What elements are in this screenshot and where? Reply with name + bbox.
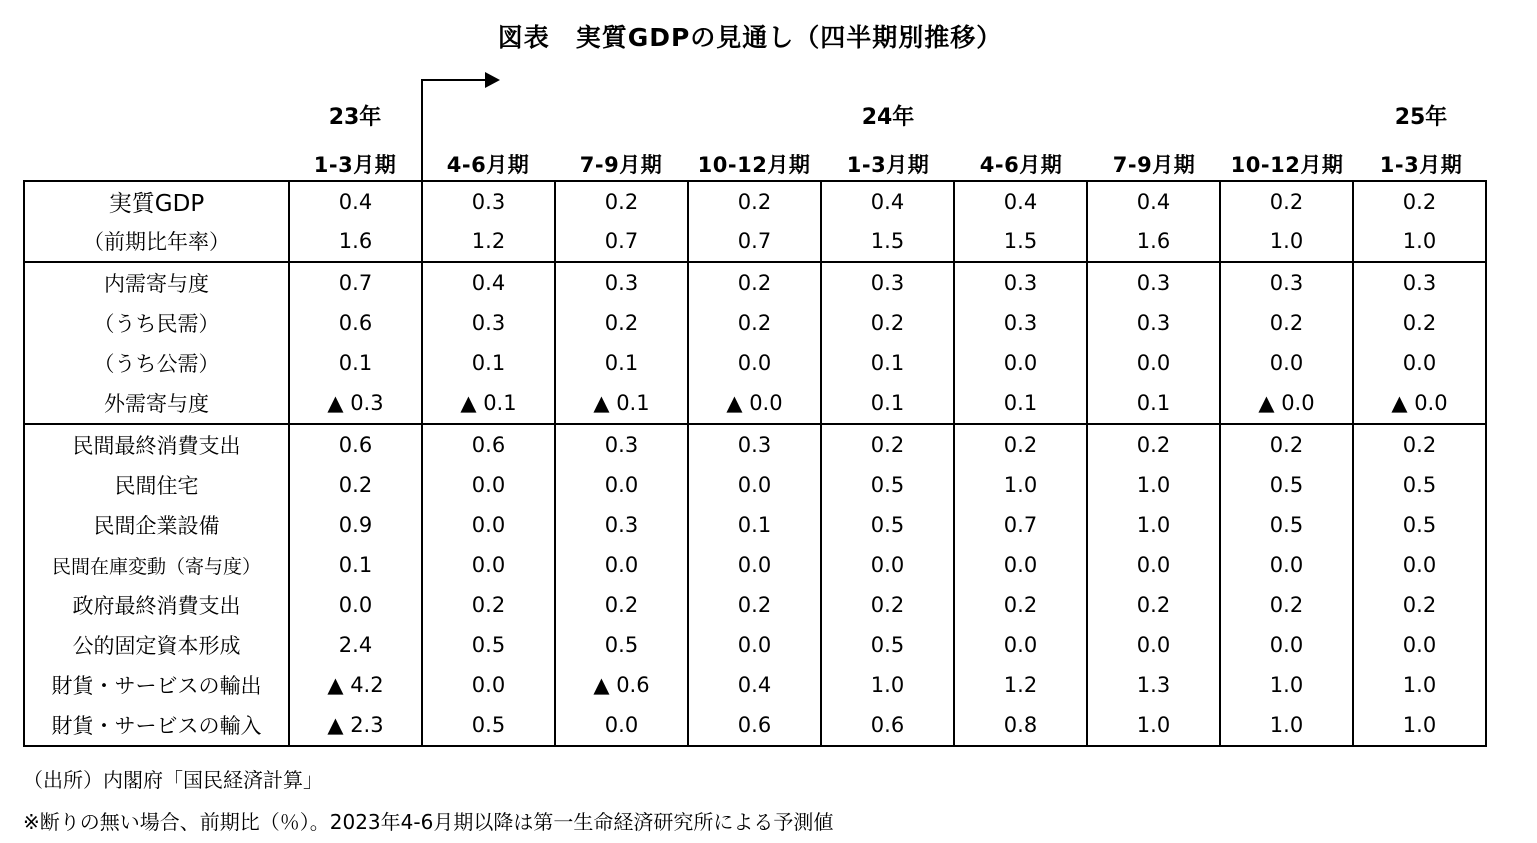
table-body — [24, 181, 1486, 746]
row-label: 民間在庫変動（寄与度） — [24, 545, 289, 585]
table-cell: 0.2 — [954, 585, 1087, 625]
table-cell: 0.3 — [422, 181, 555, 221]
table-cell: 1.0 — [1353, 705, 1486, 746]
table-cell: 1.5 — [954, 221, 1087, 262]
table-cell: ▲ 0.3 — [289, 383, 422, 424]
table-cell: 0.5 — [1220, 505, 1353, 545]
table-cell: 0.2 — [1220, 424, 1353, 465]
table-cell: 0.3 — [1220, 262, 1353, 303]
table-row — [24, 383, 1486, 424]
table-cell: 0.5 — [1353, 465, 1486, 505]
table-cell: 0.6 — [688, 705, 821, 746]
table-cell: ▲ 4.2 — [289, 665, 422, 705]
row-label: （前期比年率） — [24, 221, 289, 262]
table-cell: 0.2 — [555, 303, 688, 343]
table-cell: 0.0 — [422, 545, 555, 585]
table-cell: 0.5 — [1353, 505, 1486, 545]
table-cell: 0.2 — [688, 585, 821, 625]
table-cell: 0.2 — [688, 303, 821, 343]
table-cell: 0.4 — [821, 181, 954, 221]
table-cell: 0.3 — [1353, 262, 1486, 303]
table-cell: 2.4 — [289, 625, 422, 665]
table-cell: 1.0 — [1353, 665, 1486, 705]
table-cell: 0.2 — [954, 424, 1087, 465]
table-cell: 0.4 — [422, 262, 555, 303]
table-cell: 0.3 — [555, 424, 688, 465]
page-title: 図表 実質GDPの見通し（四半期別推移） — [497, 23, 1003, 52]
table-cell: 0.2 — [422, 585, 555, 625]
table-row — [24, 585, 1486, 625]
table-cell: 0.0 — [422, 505, 555, 545]
table-cell: 0.3 — [422, 303, 555, 343]
period-header: 10-12月期 — [697, 153, 811, 177]
table-cell: 0.3 — [1087, 262, 1220, 303]
period-header: 4-6月期 — [446, 153, 530, 177]
table-cell: 0.0 — [688, 465, 821, 505]
table-cell: 0.2 — [1353, 424, 1486, 465]
table-cell: 0.0 — [1220, 343, 1353, 383]
table-cell: 0.5 — [422, 705, 555, 746]
table-cell: 0.7 — [688, 221, 821, 262]
table-cell: 0.1 — [954, 383, 1087, 424]
table-cell: 0.2 — [555, 585, 688, 625]
table-cell: 0.0 — [1087, 343, 1220, 383]
table-cell: 0.2 — [1087, 585, 1220, 625]
table-cell: 1.0 — [821, 665, 954, 705]
table-cell: 1.0 — [1087, 505, 1220, 545]
table-cell: 0.0 — [1353, 625, 1486, 665]
table-cell: 0.1 — [289, 545, 422, 585]
table-cell: 0.1 — [289, 343, 422, 383]
table-cell: 0.1 — [555, 343, 688, 383]
table-row — [24, 705, 1486, 746]
table-cell: 0.5 — [1220, 465, 1353, 505]
table-cell: 0.7 — [555, 221, 688, 262]
table-cell: 0.4 — [1087, 181, 1220, 221]
table-cell: 0.2 — [289, 465, 422, 505]
table-cell: 0.3 — [954, 262, 1087, 303]
table-cell: 0.5 — [821, 625, 954, 665]
table-cell: 0.0 — [555, 705, 688, 746]
table-cell: 0.7 — [289, 262, 422, 303]
table-cell: 1.0 — [1353, 221, 1486, 262]
gdp-forecast-table — [23, 180, 1487, 747]
table-cell: 0.2 — [1220, 303, 1353, 343]
table-cell: 0.3 — [555, 505, 688, 545]
table-cell: 0.2 — [1353, 585, 1486, 625]
table-cell: 0.2 — [555, 181, 688, 221]
table-row — [24, 221, 1486, 262]
table-cell: 1.6 — [1087, 221, 1220, 262]
table-cell: 0.0 — [688, 343, 821, 383]
table-cell: 0.4 — [289, 181, 422, 221]
table-cell: 0.6 — [422, 424, 555, 465]
table-cell: 0.2 — [1220, 585, 1353, 625]
table-cell: 0.1 — [821, 343, 954, 383]
table-cell: 0.2 — [1353, 181, 1486, 221]
table-cell: 0.2 — [1353, 303, 1486, 343]
period-header: 1-3月期 — [313, 153, 397, 177]
table-cell: 0.5 — [821, 465, 954, 505]
year-header-2023: 23年 — [328, 105, 382, 130]
period-header: 4-6月期 — [979, 153, 1063, 177]
table-cell: 1.6 — [289, 221, 422, 262]
table-cell: 0.0 — [1220, 545, 1353, 585]
table-cell: 0.0 — [688, 625, 821, 665]
table-cell: 0.4 — [954, 181, 1087, 221]
row-label: 民間企業設備 — [24, 505, 289, 545]
table-cell: 0.0 — [1353, 545, 1486, 585]
table-cell: 0.7 — [954, 505, 1087, 545]
table-row — [24, 625, 1486, 665]
table-cell: 1.0 — [1087, 465, 1220, 505]
table-row — [24, 262, 1486, 303]
forecast-arrow-line — [421, 79, 487, 81]
table-cell: 0.0 — [1087, 545, 1220, 585]
table-cell: ▲ 0.1 — [422, 383, 555, 424]
table-cell: 0.2 — [688, 181, 821, 221]
table-cell: 0.3 — [688, 424, 821, 465]
period-header: 10-12月期 — [1230, 153, 1344, 177]
row-label: 民間住宅 — [24, 465, 289, 505]
table-cell: ▲ 0.0 — [688, 383, 821, 424]
table-cell: 0.1 — [1087, 383, 1220, 424]
footnote: ※断りの無い場合、前期比（％）。2023年4-6月期以降は第一生命経済研究所による予測値 — [23, 810, 834, 834]
table-cell: 1.0 — [954, 465, 1087, 505]
table-row — [24, 343, 1486, 383]
table-cell: 0.8 — [954, 705, 1087, 746]
table-cell: 0.1 — [688, 505, 821, 545]
table-cell: 0.0 — [422, 665, 555, 705]
table-cell: 0.3 — [954, 303, 1087, 343]
row-label: 財貨・サービスの輸出 — [24, 665, 289, 705]
table-cell: 0.5 — [555, 625, 688, 665]
table-cell: 0.2 — [1087, 424, 1220, 465]
row-label: （うち公需） — [24, 343, 289, 383]
table-cell: 0.6 — [289, 424, 422, 465]
table-cell: 0.1 — [821, 383, 954, 424]
table-cell: ▲ 2.3 — [289, 705, 422, 746]
table-cell: 0.0 — [555, 465, 688, 505]
table-row — [24, 505, 1486, 545]
table-cell: 0.0 — [1353, 343, 1486, 383]
table-cell: 0.0 — [1220, 625, 1353, 665]
table-cell: 0.9 — [289, 505, 422, 545]
table-cell: 1.3 — [1087, 665, 1220, 705]
table-cell: 0.2 — [821, 424, 954, 465]
table-cell: 0.6 — [821, 705, 954, 746]
year-header-2025: 25年 — [1394, 105, 1448, 130]
row-label: 公的固定資本形成 — [24, 625, 289, 665]
year-header-2024: 24年 — [861, 105, 915, 130]
table-row — [24, 303, 1486, 343]
row-label: 内需寄与度 — [24, 262, 289, 303]
table-cell: 0.3 — [821, 262, 954, 303]
table-cell: 0.0 — [688, 545, 821, 585]
table-cell: 1.0 — [1220, 221, 1353, 262]
table-cell: 0.0 — [954, 343, 1087, 383]
table-cell: 0.0 — [954, 545, 1087, 585]
table-cell: 1.0 — [1220, 705, 1353, 746]
table-cell: 0.5 — [422, 625, 555, 665]
period-header: 7-9月期 — [579, 153, 663, 177]
table-cell: 1.0 — [1220, 665, 1353, 705]
table-row — [24, 665, 1486, 705]
table-cell: 0.0 — [821, 545, 954, 585]
arrow-right-icon — [485, 72, 500, 88]
table-cell: 1.2 — [954, 665, 1087, 705]
row-label: （うち民需） — [24, 303, 289, 343]
table-cell: 0.2 — [821, 585, 954, 625]
row-label: 財貨・サービスの輸入 — [24, 705, 289, 746]
table-cell: 0.0 — [555, 545, 688, 585]
table-cell: 1.5 — [821, 221, 954, 262]
table-cell: 0.1 — [422, 343, 555, 383]
table-cell: 0.3 — [555, 262, 688, 303]
table-cell: 0.2 — [688, 262, 821, 303]
period-header: 1-3月期 — [1379, 153, 1463, 177]
table-cell: 0.0 — [422, 465, 555, 505]
table-row — [24, 424, 1486, 465]
row-label: 実質GDP — [24, 181, 289, 221]
table-cell: ▲ 0.1 — [555, 383, 688, 424]
table-cell: ▲ 0.0 — [1220, 383, 1353, 424]
table-cell: 0.4 — [688, 665, 821, 705]
period-header: 1-3月期 — [846, 153, 930, 177]
table-row — [24, 545, 1486, 585]
row-label: 政府最終消費支出 — [24, 585, 289, 625]
row-label: 民間最終消費支出 — [24, 424, 289, 465]
table-cell: 0.0 — [1087, 625, 1220, 665]
table-row — [24, 465, 1486, 505]
table-cell: ▲ 0.6 — [555, 665, 688, 705]
table-cell: 0.3 — [1087, 303, 1220, 343]
table-cell: 1.0 — [1087, 705, 1220, 746]
table-cell: 0.2 — [1220, 181, 1353, 221]
period-header: 7-9月期 — [1112, 153, 1196, 177]
source-note: （出所）内閣府「国民経済計算」 — [23, 768, 323, 792]
table-cell: 0.5 — [821, 505, 954, 545]
table-cell: 0.0 — [954, 625, 1087, 665]
table-cell: ▲ 0.0 — [1353, 383, 1486, 424]
table-cell: 0.0 — [289, 585, 422, 625]
table-cell: 0.2 — [821, 303, 954, 343]
table-cell: 0.6 — [289, 303, 422, 343]
row-label: 外需寄与度 — [24, 383, 289, 424]
table-row — [24, 181, 1486, 221]
table-cell: 1.2 — [422, 221, 555, 262]
